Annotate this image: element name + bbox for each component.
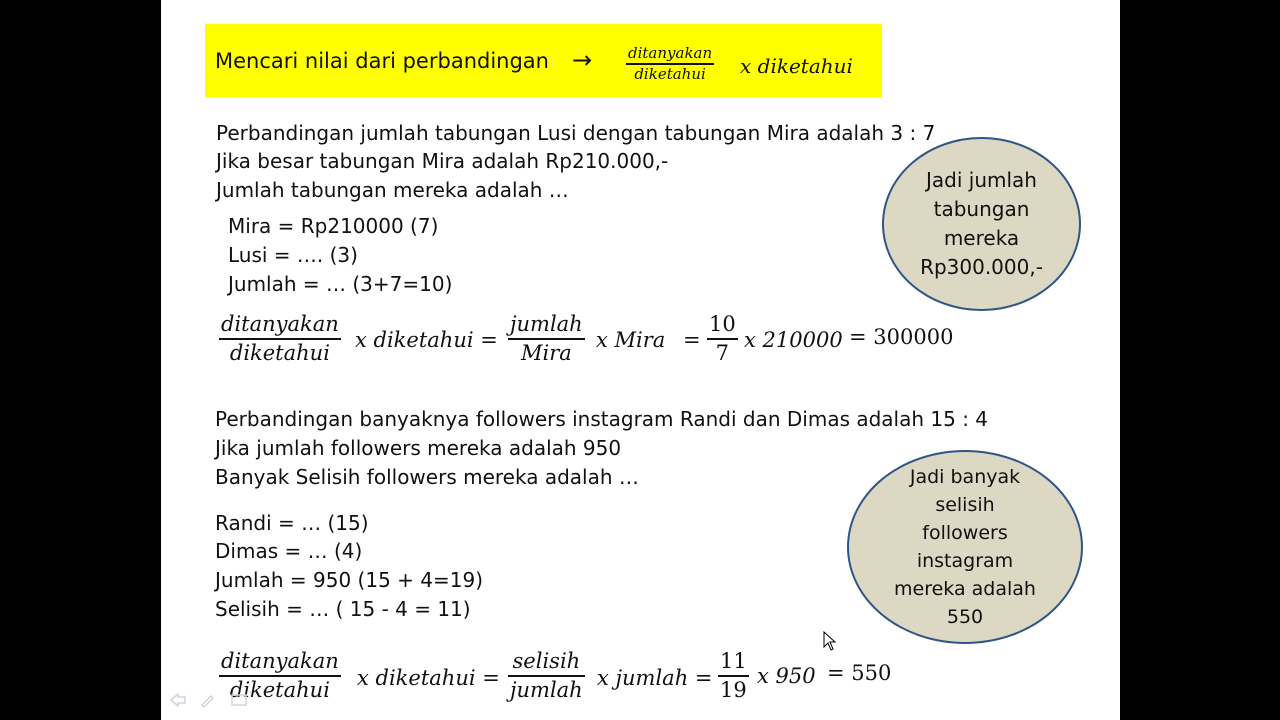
- answer2-line: Jadi banyak: [909, 466, 1021, 488]
- banner-suffix: x diketahui: [740, 54, 853, 78]
- answer1-line: Jadi jumlah: [926, 168, 1037, 192]
- answer2-line: 550: [946, 606, 984, 628]
- fraction-denominator: diketahui: [229, 340, 330, 365]
- problem2-line3: Banyak Selisih followers mereka adalah …: [215, 465, 639, 489]
- answer2-line: selisih: [935, 494, 995, 516]
- answer1-line: tabungan: [933, 197, 1030, 221]
- fraction-numerator: 10: [709, 312, 736, 336]
- formula1-fraction-asked-known: [219, 311, 341, 367]
- answer2-line: followers: [922, 522, 1008, 544]
- formula2-term3: x 950: [757, 664, 816, 688]
- formula1-result: = 300000: [849, 325, 954, 349]
- banner-text: Mencari nilai dari perbandingan: [215, 49, 549, 73]
- formula1-equals: =: [683, 328, 701, 352]
- formula2-term2: x jumlah =: [597, 666, 713, 690]
- fraction-numerator: 11: [720, 649, 747, 673]
- slide: [161, 0, 1120, 720]
- fraction-numerator: selisih: [512, 649, 581, 673]
- formula1-fraction-total-mira: [508, 311, 585, 367]
- answer1-line: Rp300.000,-: [920, 255, 1043, 279]
- mouse-cursor-icon: [823, 631, 837, 655]
- menu-icon[interactable]: [231, 692, 249, 711]
- problem1-line3: Jumlah tabungan mereka adalah …: [216, 178, 569, 202]
- fraction-denominator: 19: [720, 677, 747, 702]
- nav-back-icon[interactable]: [169, 692, 187, 711]
- answer1-line: mereka: [943, 226, 1020, 250]
- problem2-line1: Perbandingan banyaknya followers instagram Randi dan Dimas adalah 15 : 4: [215, 407, 989, 431]
- answer2-line: mereka adalah: [894, 578, 1036, 600]
- problem1-line2: Jika besar tabungan Mira adalah Rp210.000,-: [216, 149, 669, 173]
- fraction-denominator: Mira: [520, 340, 572, 365]
- banner-fraction: [626, 44, 714, 84]
- right-arrow-icon: →: [572, 46, 593, 74]
- problem2-step3: Jumlah = 950 (15 + 4=19): [215, 568, 484, 592]
- answer-bubble-2: [847, 450, 1083, 644]
- formula1-fraction-10-7: [707, 311, 738, 367]
- formula2-result: = 550: [827, 661, 892, 685]
- formula2-fraction-diff-total: [508, 648, 585, 704]
- formula1-term1: x diketahui =: [355, 328, 498, 352]
- answer2-line: instagram: [916, 550, 1014, 572]
- formula2-fraction-11-19: [718, 648, 749, 704]
- problem1-step1: Mira = Rp210000 (7): [228, 214, 439, 238]
- fraction-denominator: 7: [715, 340, 730, 365]
- banner-fraction-numerator: ditanyakan: [628, 44, 713, 62]
- problem2-step4: Selisih = … ( 15 - 4 = 11): [215, 597, 471, 621]
- fraction-numerator: ditanyakan: [221, 649, 339, 673]
- fraction-numerator: ditanyakan: [221, 312, 339, 336]
- formula2-term1: x diketahui =: [357, 666, 500, 690]
- fraction-numerator: jumlah: [510, 312, 583, 336]
- formula1-term3: x 210000: [744, 328, 843, 352]
- fraction-denominator: jumlah: [510, 677, 583, 702]
- pen-icon[interactable]: [199, 692, 215, 712]
- problem2-step2: Dimas = … (4): [215, 539, 363, 563]
- problem2-step1: Randi = … (15): [215, 511, 369, 535]
- problem1-step2: Lusi = …. (3): [228, 243, 358, 267]
- banner-fraction-denominator: diketahui: [634, 64, 706, 83]
- formula1-term2: x Mira: [596, 328, 666, 352]
- fraction-denominator: diketahui: [229, 677, 330, 702]
- answer-bubble-1: [882, 137, 1081, 311]
- problem1-line1: Perbandingan jumlah tabungan Lusi dengan tabungan Mira adalah 3 : 7: [216, 121, 936, 145]
- title-banner: [205, 24, 882, 97]
- problem2-line2: Jika jumlah followers mereka adalah 950: [215, 436, 622, 460]
- problem1-step3: Jumlah = … (3+7=10): [228, 272, 453, 296]
